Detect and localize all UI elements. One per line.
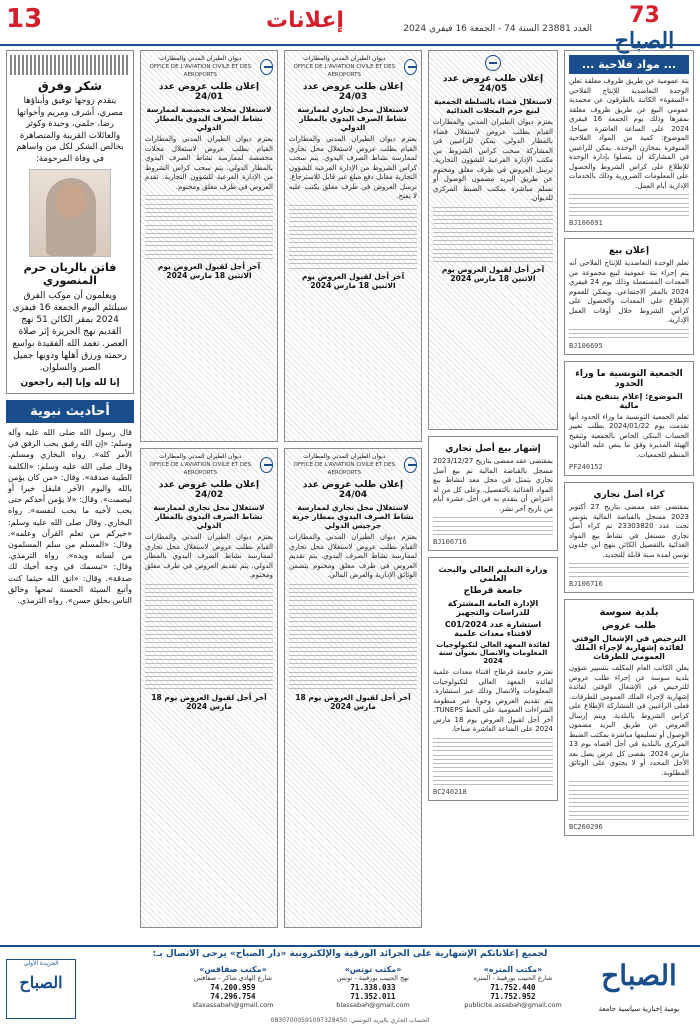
page-number: 13 (6, 4, 43, 34)
agri-ad-ref: BJ106691 (569, 219, 603, 228)
business-sale-text: بمقتضى عقد ممضى بتاريخ 2023/12/27 مسجل بالقباضة المالية تم بيع أصل تجاري يتمثل في محل معد لنشاط بيع المواد الغذائية بالتفصيل. وعلى كل من له اعتراض أن يتقدم به في أجل عشرة أيام من تاريخ آخر نشر. (433, 457, 553, 513)
footer-logo-left-name: الصباح (19, 973, 63, 992)
municipality-ad-text: يعلن الكاتب العام المكلف بتسيير شؤون بلدية سوسة عن إجراء طلب عروض للترخيص في الإشغال الوقتي لفائدة إشهارية لإجراء الملك العمومي للطرقات. فعلى الراغبين في المشاركة الإطلاع على كراس الشروط بالبلدية. ويتم إرسال العروض عن طريق البريد مضمون الوصول أو تسليمها مباشرة بمكتب الضبط المركزي بالبلدية في أجل أقصاه يوم 13 مارس 2024. يقصى كل عرض يصل بعد الأجل المحدد أو لا يحتوي على الوثائق المطلوبة. (569, 664, 689, 777)
column-5 (6, 50, 134, 940)
tender-03-text: يعتزم ديوان الطيران المدني والمطارات القيام بطلب عروض لاستغلال محل تجاري لممارسة نشاط الصرف اليدوي. يتم سحب كراس الشروط من الإدارة الفرعية للشؤون التجارية مقابل دفع مبلغ غير قابل للاسترجاع. ترسل العروض في ظرف مغلق يكتب عليه لا يفتح. (289, 135, 417, 200)
tender-ad-02 (140, 448, 278, 928)
office-menzah-fax: 71.752.952 (490, 992, 536, 1001)
deceased-photo (29, 169, 111, 257)
lease-ad-lines (569, 563, 689, 577)
office-tunis-fax: 71.352.011 (350, 992, 396, 1001)
oaca-header (289, 55, 417, 79)
tender-05-title: إعلان طلب عروض عدد 24/05 (442, 74, 544, 94)
tender-02-text: يعتزم ديوان الطيران المدني والمطارات القيام بطلب عروض لاستغلال محل تجاري لممارسة نشاط الصرف اليدوي بالمطار الدولي. يتم تقديم العروض في ظرف مغلق ومختوم. (145, 533, 273, 579)
tender-05-deadline: آخر أجل لقبول العروض يوم الاثنين 18 مارس 2024 (441, 265, 545, 284)
oaca-emblem-icon (485, 55, 501, 71)
sale-ad-lines (569, 329, 689, 338)
tender-01-lines (145, 195, 273, 259)
lease-ad-title: كراء أصل تجاري (593, 490, 665, 501)
office-sfax (168, 965, 298, 1010)
tender-03-title: إعلان طلب عروض عدد 24/03 (302, 82, 404, 102)
office-tunis-email[interactable]: blassabah@gmail.com (336, 1001, 410, 1009)
tender-04-title: إعلان طلب عروض عدد 24/04 (302, 480, 404, 500)
oaca-names-2 (289, 453, 400, 477)
hadith-text: قال رسول الله صلى الله عليه وآله وسلم: «إن الله رفيق يحب الرفق في الأمر كله». رواه البخاري ومسلم. وقال صلى الله عليه وسلم: «الكلمة الطيبة صدقة». وقال: «من كان يؤمن بالله واليوم الآخر فليقل خيرا أو ليصمت». وقال: «لا يؤمن أحدكم حتى يحب لأخيه ما يحب لنفسه». رواه البخاري. وقال صلى الله عليه وسلم: «خيركم من تعلم القرآن وعلمه». وقال: «المسلم من سلم المسلمون من لسانه ويده». رواه الترمذي. وقال: «تبسمك في وجه أخيك لك صدقة». وقال: «اتق الله حيثما كنت وأتبع السيئة الحسنة تمحها وخالق الناس بخلق حسن». رواه الترمذي. (8, 428, 132, 606)
oaca-emblem-icon (404, 59, 417, 75)
obituary-verse: إنا لله وإنا إليه راجعون (20, 378, 120, 388)
tender-02-lines (145, 584, 273, 690)
column-2 (428, 50, 558, 940)
lease-ad-text: بمقتضى عقد ممضى بتاريخ 27 أكتوبر 2023 مسجل بالقباضة المالية بتونس تحت عدد 23303820 تم كراء أصل تجاري مستغل في نشاط بيع المواد الغذائية بالتفصيل الكائن بنهج ابن خلدون تونس لمدة سنة قابلة للتجديد. (569, 503, 689, 559)
tender-05-subtitle: لاستغلال فضاء بالسلطة الجمعية لبيع حزم المحلات الغذائية (434, 97, 552, 115)
obituary-thanks-text: يتقدم زوجها توفيق وأبناؤها مصري، أشرف ومريم وأخواتها رضا، حلمي، وحيدة وكوثر والعائلات القريبة والمتصاهرة بخالص الشكر لكل من واساهم في وفاة المرحومة: (16, 96, 124, 164)
lease-ad (564, 482, 694, 593)
office-menzah-email[interactable]: publicite.assabah@gmail.com (464, 1001, 562, 1009)
assoc-ad-title: الجمعية التونسية ما وراء الحدود (575, 368, 683, 389)
lease-ad-ref: BJ106716 (569, 580, 603, 588)
office-menzah (448, 965, 578, 1010)
tender-02-title: إعلان طلب عروض عدد 24/02 (158, 480, 260, 500)
calligraphy-verse (10, 55, 130, 75)
tender-04-subtitle: لاستغلال محل تجاري لممارسة نشاط الصرف اليدوي بمطار جربة جرجيس الدولي (292, 503, 414, 530)
oaca-header-3 (145, 55, 273, 79)
office-sfax-address: شارع الهادي شاكر - صفاقس (193, 974, 273, 982)
office-sfax-title: «مكتب صفاقس» (199, 965, 267, 974)
oaca-emblem-icon (260, 457, 273, 473)
tender-05-text: يعتزم ديوان الطيران المدني والمطارات القيام بطلب عروض لاستغلال فضاء بالمطار الدولي. يمكن للراغبين في المشاركة سحب كراس الشروط من مكتب الإدارة الفرعية للشؤون التجارية. ترسل العروض في ظرف مغلق ومختوم عن طريق البريد مضمون الوصول أو تسلم مباشرة بمكتب الضبط المركزي للديوان. (433, 118, 553, 202)
oaca-name-fr: OFFICE DE L'AVIATION CIVILE ET DES AEROPORTS (149, 462, 252, 476)
oaca-logo (433, 55, 553, 71)
photo-face (56, 184, 86, 218)
footer-account: الحساب الجاري بالبريد التونسي: 08307000591097328450 (270, 1017, 430, 1024)
business-sale-ad (428, 436, 558, 551)
agri-ad-lines (569, 194, 689, 216)
oaca-names-4 (145, 453, 256, 477)
footer-tagline: يومية إخبارية سياسية جامعة (598, 1005, 680, 1013)
oaca-emblem-icon (404, 457, 417, 473)
oaca-name-ar: ديوان الطيران المدني والمطارات (159, 453, 242, 460)
tender-02-subtitle: لاستغلال محل تجاري لممارسة نشاط الصرف اليدوي بالمطار الدولي (153, 503, 265, 530)
footer-logo-left (6, 959, 76, 1019)
office-tunis-tel: 71.338.033 (350, 983, 396, 992)
tender-ad-03 (284, 50, 422, 442)
column-4 (140, 50, 278, 940)
issue-info: العدد 23881 السنة 74 - الجمعة 16 فيفري 2024 (403, 24, 592, 34)
business-sale-ref: BJ106716 (433, 538, 467, 547)
footer-banner: لجميع إعلاناتكم الإشهارية على الجرائد الورقية والإلكترونية «دار الصباح» يرجى الاتصال بـ: (152, 949, 548, 959)
obituary (6, 50, 134, 394)
column-1 (564, 50, 694, 940)
oaca-emblem-icon (260, 59, 273, 75)
university-name: جامعة قرطاج (463, 586, 523, 597)
university-ad (428, 557, 558, 801)
business-sale-lines (433, 517, 553, 535)
oaca-names-3 (145, 55, 256, 79)
assoc-ad-subtitle: الموضوع: إعلام بتنقيح هيئة مالية (575, 391, 683, 410)
sale-ad-ref: BJ106695 (569, 341, 603, 350)
oaca-names (289, 55, 400, 79)
tender-01-text: يعتزم ديوان الطيران المدني والمطارات القيام بطلب عروض لاستغلال محلات مخصصة لممارسة نشاط الصرف اليدوي بالمطار الدولي. يتم سحب كراس الشروط من الإدارة الفرعية للشؤون التجارية. تقدم العروض في ظرف مغلق ومختوم. (145, 135, 273, 191)
municipality-ad-lines (569, 781, 689, 820)
office-menzah-address: شارع الحبيب بورقيبة - المنزه (473, 974, 553, 982)
assoc-ad-text: تعلم الجمعية التونسية ما وراء الحدود أنها تقدمت يوم 2024/01/22 بطلب تغيير الحساب البنكي الخاص بالجمعية وتنقيح الهيئة المديرة وفق ما ينص عليه القانون المنظم للجمعيات. (569, 412, 689, 459)
tender-03-lines (289, 205, 417, 269)
section-title: إعلانات (266, 8, 344, 33)
tender-04-lines (289, 584, 417, 690)
footer-logo: الصباح (601, 959, 677, 992)
tender-04-deadline: آخر أجل لقبول العروض يوم 18 مارس 2024 (295, 692, 411, 711)
office-tunis-title: «مكتب تونس» (344, 965, 402, 974)
tender-ad-05 (428, 50, 558, 430)
university-beneficiary: لفائدة المعهد العالي لتكنولوجيات المعلومات والاتصال بعنوان سنة 2024 (436, 641, 550, 666)
university-ref: BC240218 (433, 788, 467, 797)
oaca-name-fr: OFFICE DE L'AVIATION CIVILE ET DES AEROPORTS (293, 64, 396, 78)
sale-ad-text: تعلم الوحدة التعاضدية للإنتاج الفلاحي أنه يتم إجراء بتة عمومية لبيع مجموعة من المعدات المستعملة وذلك يوم 24 فيفري 2024 بالمقر الاجتماعي. ويمكن للعموم الإطلاع على المعدات والحصول على كراس الشروط خلال أوقات العمل الإدارية. (569, 259, 689, 325)
municipality-ad (564, 599, 694, 836)
office-sfax-fax: 74.296.754 (210, 992, 256, 1001)
tender-02-deadline: آخر أجل لقبول العروض يوم 18 مارس 2024 (151, 692, 267, 711)
tender-03-deadline: آخر أجل لقبول العروض يوم الاثنين 18 مارس 2024 (301, 271, 405, 290)
municipality-ad-ref: BC260296 (569, 823, 603, 832)
column-3 (284, 50, 422, 940)
tender-ad-04 (284, 448, 422, 928)
tender-03-subtitle: لاستغلال محل تجاري لممارسة نشاط الصرف اليدوي بالمطار الدولي (297, 105, 409, 132)
oaca-name-ar: ديوان الطيران المدني والمطارات (303, 453, 386, 460)
office-menzah-tel: 71.752.440 (490, 983, 536, 992)
oaca-header-4 (145, 453, 273, 477)
newspaper-logo (597, 2, 692, 54)
page-header (0, 0, 700, 54)
tender-04-text: يعتزم ديوان الطيران المدني والمطارات القيام بطلب عروض لاستغلال محل تجاري لممارسة نشاط الصرف اليدوي. يتم تقديم العروض في ظرف مغلق ومختوم يتضمن الوثائق الإدارية والعرض المالي. (289, 533, 417, 579)
footer-logo-left-top: الجريدة الأولى (23, 960, 59, 967)
municipality-ad-subtitle-2: الترخيص في الإشغال الوقتي لفائدة إشهارية لإجراء الملك العمومي للطرقات (571, 634, 686, 661)
office-tunis-address: نهج الحبيب بورقيبة - تونس (337, 974, 409, 982)
obituary-text: ويعلمون أن موكب الفرق سيلتئم اليوم الجمعة 16 فيفري 2024 بمقر الكائن 51 نهج القديم نهج الجزيرة إثر صلاة العصر. تغمد الله الفقيدة بواسع رحمته ورزق أهلها وذويها جميل الصبر والسلوان. (12, 291, 128, 373)
university-dept: الإدارة العامة المشتركة للدراسات والتجهيز (447, 599, 539, 618)
page-footer (0, 945, 700, 1025)
logo-number: 73 (629, 3, 660, 28)
municipality-ad-title: بلدية سوسة (599, 607, 659, 618)
municipality-ad-subtitle: طلب عروض (601, 621, 657, 631)
university-consultation: استشارة عدد 2024/C01 لاقتناء معدات علمية (444, 620, 542, 639)
university-ministry: وزارة التعليم العالي والبحث العلمي (438, 565, 548, 584)
tender-05-lines (433, 207, 553, 262)
agri-ad-title: ... مواد فلاحية ... (569, 55, 689, 74)
sale-ad-title: إعلان بيع (608, 246, 650, 257)
university-lines (433, 738, 553, 785)
oaca-header-2 (289, 453, 417, 477)
hadith-title: أحاديث نبوية (6, 400, 134, 423)
tender-ad-01 (140, 50, 278, 442)
tender-01-title: إعلان طلب عروض عدد 24/01 (158, 82, 260, 102)
logo-text: الصباح (614, 28, 675, 54)
sale-ad (564, 238, 694, 354)
agri-ad (564, 50, 694, 232)
office-tunis (308, 965, 438, 1010)
tender-01-subtitle: لاستغلال محلات مخصصة لممارسة نشاط الصرف اليدوي بالمطار الدولي (146, 105, 272, 132)
office-sfax-tel: 74.200.959 (210, 983, 256, 992)
assoc-ad-ref: PF240152 (569, 463, 603, 472)
office-sfax-email[interactable]: sfaxassabah@gmail.com (192, 1001, 274, 1009)
tender-01-deadline: آخر أجل لقبول العروض يوم الاثنين 18 مارس 2024 (157, 262, 261, 281)
business-sale-title: إشهار بيع أصل تجاري (445, 444, 541, 454)
obituary-title: شكر وفرق (38, 79, 102, 93)
oaca-name-fr: OFFICE DE L'AVIATION CIVILE ET DES AEROPORTS (293, 462, 396, 476)
oaca-name-fr: OFFICE DE L'AVIATION CIVILE ET DES AEROPORTS (149, 64, 252, 78)
oaca-name-ar: ديوان الطيران المدني والمطارات (303, 55, 386, 62)
assoc-ad (564, 361, 694, 477)
deceased-name: فاتن بالريان حرم المنصوري (23, 261, 117, 287)
agri-ad-text: بتة عمومية عن طريق ظروف مغلقة تعلن الوحدة التعاضدية للإنتاج الفلاحي «السقوة» الكائنة بالطرقون عن محمدية عمومي البيع عن طريق ظروف مغلقة بمقرها وذلك يوم الجمعة 16 فيفري 2024 على الساعة العاشرة صباحا. الموضوع: كمية من المواد الفلاحية المتوفرة بمخازن الوحدة. يمكن للراغبين في المشاركة أن يتصلوا بإدارة الوحدة للإطلاع على كراس الشروط والحصول على المعلومات الضرورية وذلك بالخدمات الإدارية أيام العمل. (569, 77, 689, 190)
university-text: تعتزم جامعة قرطاج اقتناء معدات علمية لفائدة المعهد العالي لتكنولوجيات المعلومات والاتصال وذلك عبر استشارة. يتم تقديم العروض وجوبا عبر منظومة الشراءات العمومية على الخط TUNEPS. آخر أجل لقبول العروض يوم 18 مارس 2024 على الساعة العاشرة صباحا. (433, 668, 553, 734)
oaca-name-ar: ديوان الطيران المدني والمطارات (159, 55, 242, 62)
office-menzah-title: «مكتب المنزه» (483, 965, 543, 974)
